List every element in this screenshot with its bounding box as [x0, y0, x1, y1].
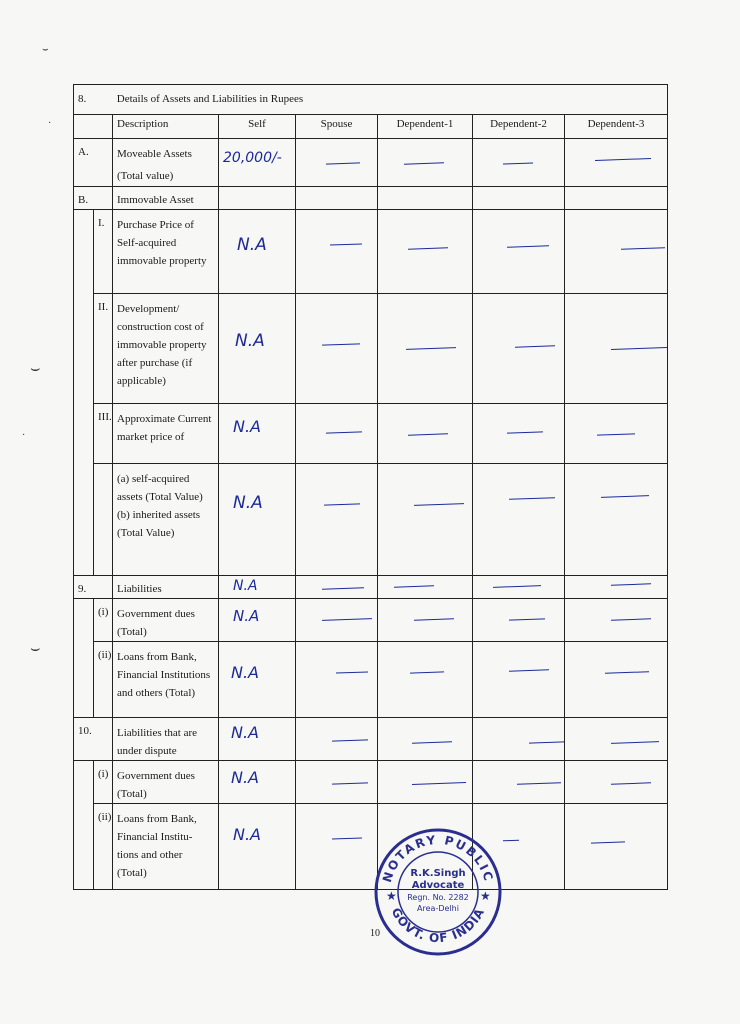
row-market-price — [74, 404, 668, 464]
blank-dash — [330, 243, 362, 245]
row-label: I. — [94, 210, 113, 294]
blank-dash — [322, 343, 360, 345]
notary-stamp-icon — [372, 826, 504, 958]
self-value-cell — [219, 139, 296, 187]
blank-dash — [408, 433, 448, 435]
section-title: Details of Assets and Liabilities in Rupees — [116, 93, 304, 105]
blank-dash — [601, 495, 649, 498]
blank-dash — [621, 247, 665, 250]
blank-dash — [324, 503, 360, 505]
svg-text:R.K.Singh: R.K.Singh — [410, 868, 466, 879]
row-description: Purchase Price of Self-acquired immovable property — [113, 210, 219, 294]
self-value-cell — [219, 404, 296, 464]
blank-dash — [322, 587, 364, 589]
row-development-cost — [74, 294, 668, 404]
blank-dash — [394, 585, 434, 587]
col-self: Self — [219, 115, 296, 139]
section-header-row — [74, 85, 668, 115]
blank-dash — [412, 741, 452, 743]
handwritten-value: 20,000/- — [223, 150, 282, 166]
scan-mark: ⌣ — [30, 360, 41, 377]
row-label: (ii) — [94, 804, 113, 890]
svg-text:★: ★ — [386, 889, 397, 903]
row-liabilities — [74, 576, 668, 599]
row-bank-loans — [74, 642, 668, 718]
handwritten-value: N.A — [233, 578, 258, 594]
row-description: Development/ construction cost of immovable property after purchase (if applicable) — [113, 294, 219, 404]
scan-mark: · — [22, 430, 26, 441]
row-label: A. — [74, 139, 113, 187]
row-description: (Total value) — [117, 170, 174, 182]
blank-dash — [515, 345, 555, 347]
row-self-inherited-assets — [74, 464, 668, 576]
blank-dash — [509, 618, 545, 620]
row-description: Liabilities — [113, 576, 219, 599]
handwritten-value: N.A — [235, 331, 265, 351]
handwritten-value: N.A — [233, 493, 263, 513]
blank-dash — [507, 245, 549, 247]
col-description: Description — [113, 115, 219, 139]
blank-dash — [332, 739, 368, 741]
row-description: (b) inherited assets (Total Value) — [117, 509, 201, 539]
row-bank-loans-disputed — [74, 804, 668, 890]
row-description: Liabilities that are under dispute — [113, 718, 219, 761]
row-label: (i) — [94, 761, 113, 804]
blank-dash — [529, 741, 565, 743]
self-value-cell — [219, 464, 296, 576]
row-disputed-liabilities — [74, 718, 668, 761]
col-dependent-2: Dependent-2 — [473, 115, 565, 139]
row-label: II. — [94, 294, 113, 404]
self-value-cell — [219, 294, 296, 404]
blank-dash — [414, 503, 464, 506]
self-value-cell — [219, 642, 296, 718]
assets-liabilities-table — [73, 84, 668, 890]
blank-dash — [332, 837, 362, 839]
self-value-cell — [219, 599, 296, 642]
blank-dash — [509, 669, 549, 671]
row-description: Loans from Bank, Financial Institu- tions and other (Total) — [113, 804, 219, 890]
blank-dash — [336, 671, 368, 673]
blank-dash — [326, 431, 362, 433]
row-purchase-price — [74, 210, 668, 294]
row-immovable-asset — [74, 187, 668, 210]
row-label: 9. — [74, 576, 113, 599]
row-description: Approximate Current market price of — [113, 404, 219, 464]
row-description: Immovable Asset — [113, 187, 219, 210]
blank-dash — [503, 162, 533, 164]
row-label: 10. — [74, 718, 113, 761]
row-description: Government dues (Total) — [113, 761, 219, 804]
blank-dash — [332, 782, 368, 784]
handwritten-value: N.A — [233, 417, 261, 436]
blank-dash — [503, 840, 519, 842]
blank-dash — [597, 433, 635, 435]
svg-text:Area-Delhi: Area-Delhi — [417, 904, 459, 913]
section-number: 8. — [78, 93, 87, 105]
blank-dash — [611, 782, 651, 784]
handwritten-value: N.A — [231, 663, 259, 682]
row-government-dues-disputed — [74, 761, 668, 804]
blank-dash — [611, 618, 651, 620]
blank-dash — [611, 347, 667, 350]
scan-mark: ⌣ — [42, 44, 49, 55]
blank-dash — [322, 618, 372, 621]
col-spouse: Spouse — [296, 115, 378, 139]
blank-dash — [404, 162, 444, 164]
blank-dash — [406, 347, 456, 350]
blank-dash — [509, 497, 555, 500]
row-label: III. — [94, 404, 113, 464]
handwritten-value: N.A — [233, 825, 261, 844]
svg-text:NOTARY PUBLIC: NOTARY PUBLIC — [379, 832, 497, 885]
self-value-cell — [219, 576, 296, 599]
handwritten-value: N.A — [231, 768, 259, 787]
svg-text:GOVT. OF INDIA: GOVT. OF INDIA — [388, 905, 488, 946]
svg-text:Regn. No. 2282: Regn. No. 2282 — [407, 893, 469, 902]
handwritten-value: N.A — [231, 723, 259, 742]
self-value-cell — [219, 804, 296, 890]
col-dependent-3: Dependent-3 — [565, 115, 668, 139]
blank-dash — [412, 782, 466, 785]
svg-text:Advocate: Advocate — [411, 880, 465, 891]
blank-dash — [326, 162, 360, 164]
row-description: (a) self-acquired assets (Total Value) — [117, 473, 203, 503]
blank-dash — [611, 583, 651, 585]
self-value-cell — [219, 718, 296, 761]
self-value-cell — [219, 761, 296, 804]
column-header-row — [74, 115, 668, 139]
handwritten-value: N.A — [237, 235, 267, 255]
row-description: Government dues (Total) — [113, 599, 219, 642]
self-value-cell — [219, 210, 296, 294]
row-moveable-assets — [74, 139, 668, 187]
row-label: (i) — [94, 599, 113, 642]
blank-dash — [591, 841, 625, 843]
row-description: Moveable Assets — [117, 148, 192, 160]
svg-text:★: ★ — [480, 889, 491, 903]
blank-dash — [493, 585, 541, 588]
scan-mark: · — [48, 118, 52, 129]
blank-dash — [414, 618, 454, 620]
blank-dash — [595, 158, 651, 161]
col-dependent-1: Dependent-1 — [378, 115, 473, 139]
row-description: Loans from Bank, Financial Institutions and others (Total) — [113, 642, 219, 718]
blank-dash — [611, 741, 659, 744]
blank-dash — [517, 782, 561, 785]
scan-mark: ⌣ — [30, 640, 41, 657]
blank-dash — [410, 671, 444, 673]
row-government-dues — [74, 599, 668, 642]
blank-dash — [605, 671, 649, 674]
blank-dash — [507, 431, 543, 433]
handwritten-value: N.A — [233, 607, 260, 625]
blank-dash — [408, 247, 448, 249]
row-label: (ii) — [94, 642, 113, 718]
page-number: 10 — [370, 928, 380, 939]
row-label: B. — [74, 187, 113, 210]
